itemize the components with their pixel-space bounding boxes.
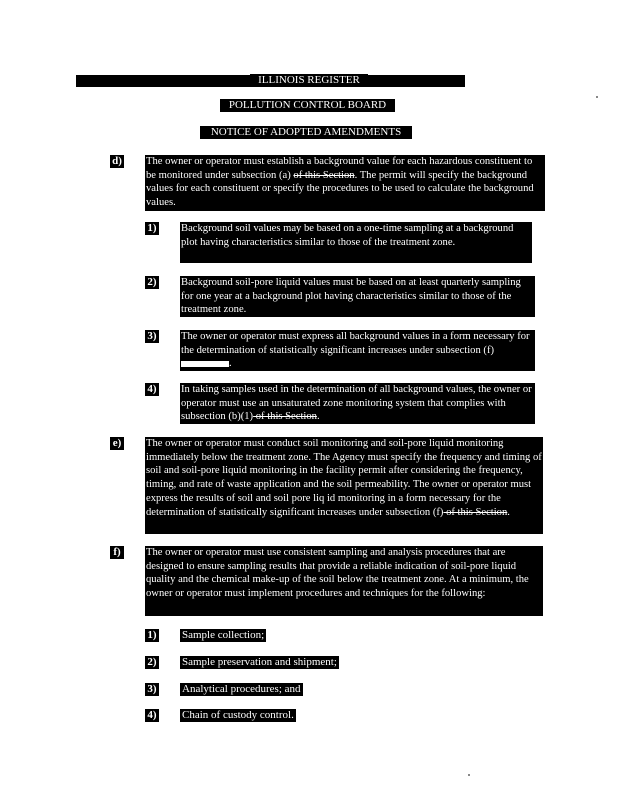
f-item-1-text: Sample collection;	[182, 629, 265, 641]
d-item-2-marker: 2)	[145, 276, 159, 289]
section-d-text	[145, 155, 545, 211]
d-item-1-marker: 1)	[145, 222, 159, 235]
f-item-4-text: Chain of custody control.	[182, 709, 294, 721]
d-item-4-body: In taking samples used in the determination of all background values, the owner or operator must use an unsaturated zone monitoring system that complies with subsection (b)(1)	[181, 384, 532, 423]
section-e-text	[145, 437, 543, 534]
board-title: POLLUTION CONTROL BOARD	[220, 99, 395, 112]
section-d-text-2: . The permit will specify the background values for each constituent or specify the procedures to be used to calculate the background values.	[146, 169, 534, 209]
d-item-4-text	[180, 383, 535, 424]
section-d-text-1: The owner or operator must establish a background value for each hazardous constituent to be monitored under subsection (a)	[146, 156, 533, 181]
d-item-3-body: The owner or operator must express all background values in a form necessary for the determination of statistically significant increases under subsection (f)	[181, 331, 530, 356]
section-d-marker: d)	[110, 155, 124, 168]
f-item-1-marker: 1)	[145, 629, 159, 642]
f-item-2-text: Sample preservation and shipment;	[182, 656, 337, 668]
scan-speck	[468, 774, 470, 776]
redaction-mark	[181, 361, 229, 367]
d-item-4-tail: .	[316, 411, 320, 423]
section-e-struck: of this Section	[443, 506, 508, 518]
f-item-3-text: Analytical procedures; and	[182, 683, 301, 695]
d-item-3-text	[180, 330, 535, 371]
f-item-3-marker: 3)	[145, 683, 159, 696]
f-item-2-marker: 2)	[145, 656, 159, 669]
section-e-text-2: .	[507, 506, 510, 518]
d-item-3-tail: .	[229, 358, 232, 370]
d-item-1-text: Background soil values may be based on a one-time sampling at a background plot having characteristics similar to those of the treatment zone.	[180, 222, 532, 263]
d-item-4-struck: of this Section	[253, 411, 317, 423]
section-f-marker: f)	[110, 546, 124, 559]
register-title: ILLINOIS REGISTER	[250, 74, 368, 87]
d-item-2-text: Background soil-pore liquid values must be based on at least quarterly sampling for one year at a background plot having characteristics similar to those of the treatment zone.	[180, 276, 535, 317]
section-f-text: The owner or operator must use consistent sampling and analysis procedures that are designed to ensure sampling results that provide a reliable indication of soil-pore liquid quality and the chemical make-up of the soil below the treatment zone. At a minimum, the owner or operator must implement procedures and techniques for the following:	[145, 546, 543, 616]
section-e-text-1: The owner or operator must conduct soil monitoring and soil-pore liquid monitoring immediately below the treatment zone. The Agency must specify the frequency and timing of soil and soil-pore liquid monitoring in the facility permit after considering the frequency, timing, and rate of waste application and the soil permeability. The owner or operator must express the results of soil and soil pore liq id monitoring in a form necessary for the determination of statistically significant increases under subsection (f)	[146, 438, 542, 518]
section-d-struck: of this Section	[293, 169, 355, 181]
scan-speck	[596, 96, 598, 98]
notice-title: NOTICE OF ADOPTED AMENDMENTS	[200, 126, 412, 139]
d-item-4-marker: 4)	[145, 383, 159, 396]
d-item-3-marker: 3)	[145, 330, 159, 343]
f-item-4-marker: 4)	[145, 709, 159, 722]
section-e-marker: e)	[110, 437, 124, 450]
